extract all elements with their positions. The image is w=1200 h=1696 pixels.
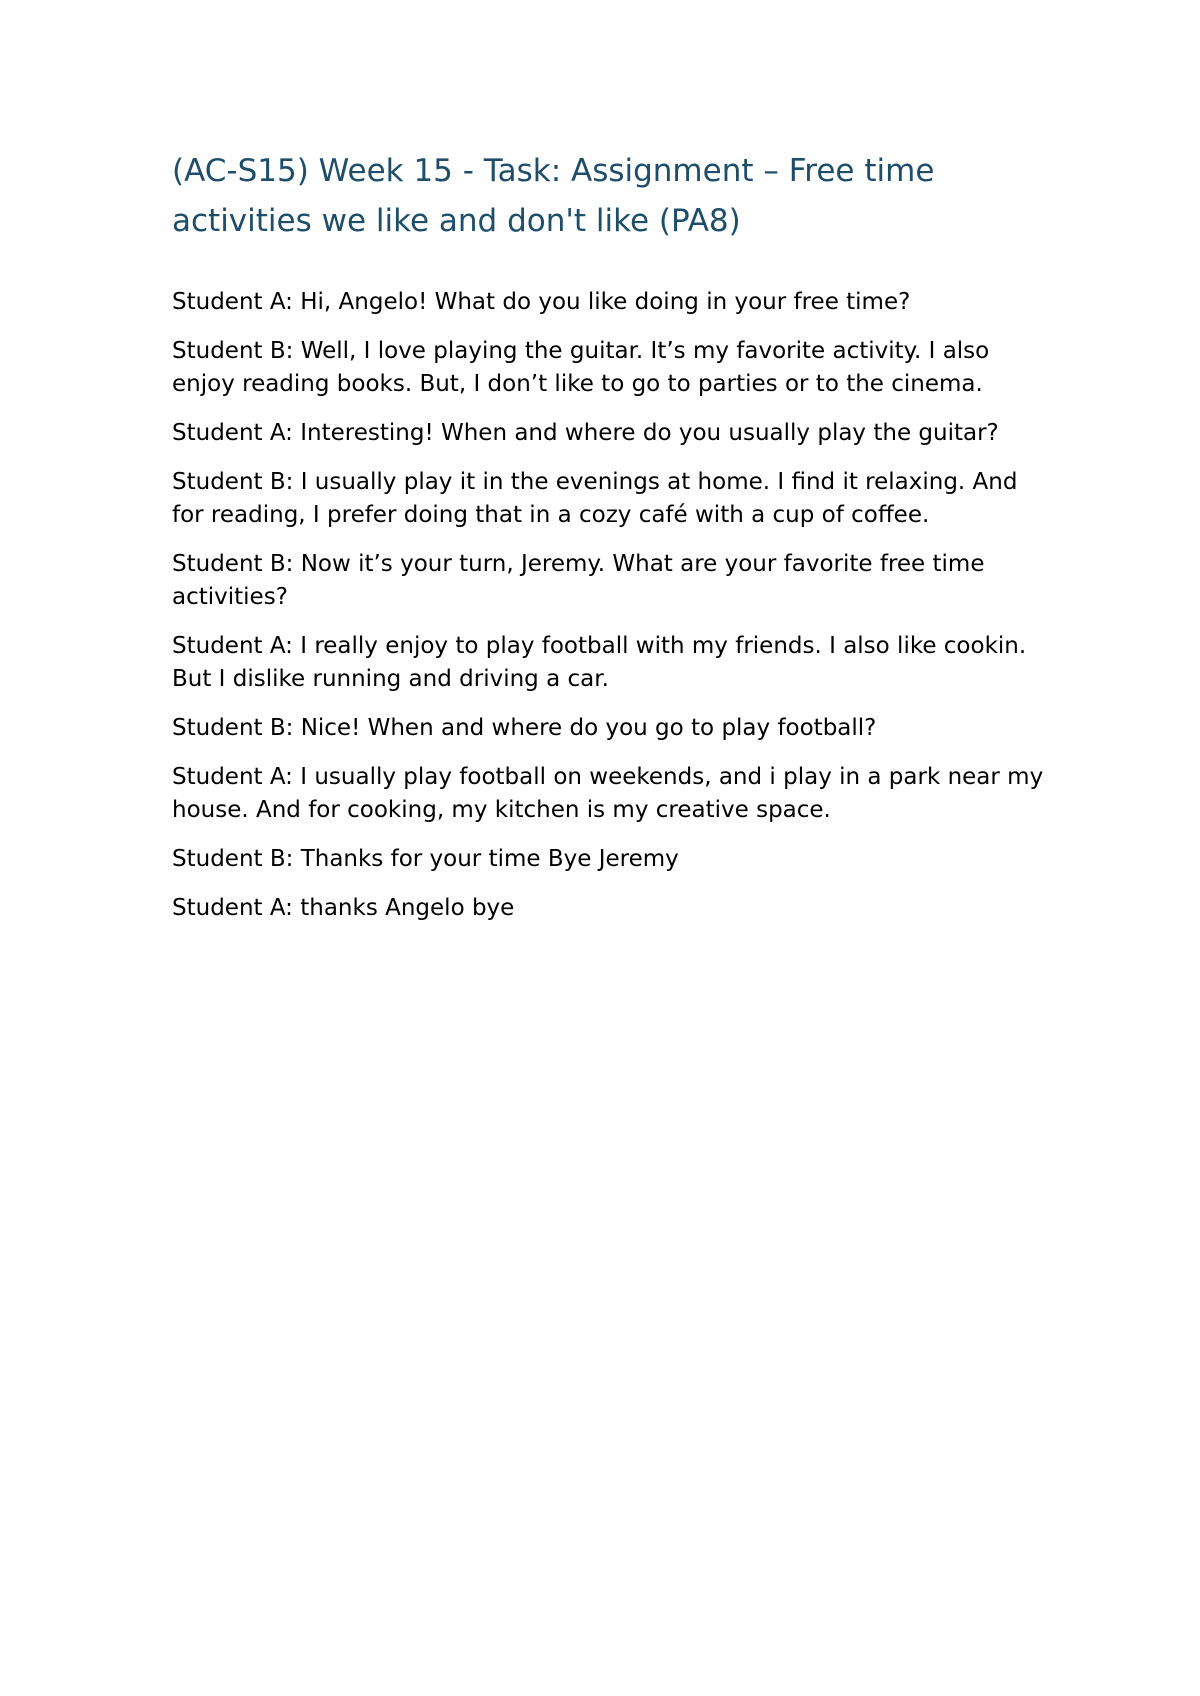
dialogue-line: Student B: Now it’s your turn, Jeremy. What are your favorite free time activities? (172, 551, 985, 610)
document-body (172, 146, 1052, 941)
dialogue-line: Student A: Interesting! When and where do you usually play the guitar? (172, 420, 999, 446)
dialogue-line: Student A: Hi, Angelo! What do you like doing in your free time? (172, 289, 911, 315)
dialogue-line: Student B: Well, I love playing the guitar. It’s my favorite activity. I also enjoy reading books. But, I don’t like to go to parties or to the cinema. (172, 338, 990, 397)
dialogue-line: Student B: Thanks for your time Bye Jeremy (172, 846, 679, 872)
document-title: (AC-S15) Week 15 - Task: Assignment – Free time activities we like and don't like (PA8) (172, 153, 935, 239)
dialogue-line: Student A: thanks Angelo bye (172, 895, 515, 921)
dialogue (172, 286, 1052, 925)
dialogue-line: Student A: I usually play football on weekends, and i play in a park near my house. And for cooking, my kitchen is my creative space. (172, 764, 1044, 823)
dialogue-line: Student B: Nice! When and where do you go to play football? (172, 715, 877, 741)
dialogue-line: Student B: I usually play it in the evenings at home. I find it relaxing. And for reading, I prefer doing that in a cozy café with a cup of coffee. (172, 469, 1018, 528)
dialogue-line: Student A: I really enjoy to play football with my friends. I also like cookin. But I dislike running and driving a car. (172, 633, 1027, 692)
